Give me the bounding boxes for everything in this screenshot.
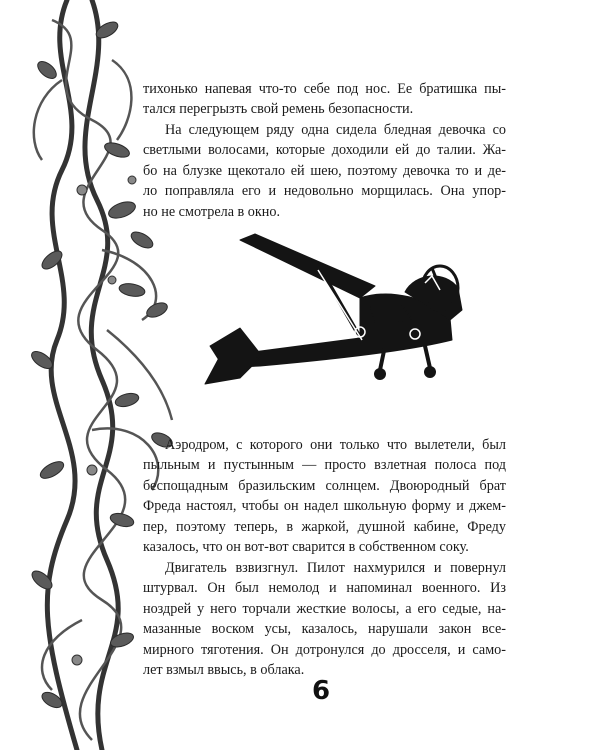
text-line: мирного тяготения. Он дотронулся до дросселя, и само- [143, 641, 506, 658]
text-line: На следующем ряду одна сидела бледная девочка со [165, 122, 506, 138]
text-line: пыльным и пустынным — просто взлетная полоса под [143, 457, 506, 474]
text-line: светлыми волосами, которые доходили ей до талии. Жа- [143, 142, 506, 159]
text-line: пер, поэтому теперь, в жаркой, душной кабине, Фреду [143, 518, 506, 535]
paragraph-1 [143, 79, 506, 120]
text-line: но не смотрела в окно. [143, 203, 281, 220]
text-line: ноздрей у него торчали жесткие волосы, а его седые, на- [143, 600, 506, 617]
text-line: мазанные воском усы, казалось, нарушали закон все- [143, 621, 506, 638]
text-line: штурвал. Он был немолод и напоминал военного. Из [143, 580, 506, 597]
airplane-illustration [200, 228, 500, 388]
text-line: ло поправляла его и недовольно морщилась. Она упор- [143, 183, 506, 200]
text-line: тался перегрызть свой ремень безопасности. [143, 101, 414, 118]
paragraph-2 [143, 120, 506, 222]
text-line: беспощадным бразильским солнцем. Двоюродный брат [143, 477, 506, 494]
paragraph-3 [143, 435, 506, 557]
text-line: бо на блузке щекотало ей шею, поэтому девочка то и де- [143, 162, 506, 179]
text-line: казалось, что он вот-вот сварится в собственном соку. [143, 539, 469, 556]
text-line: Фреда настоял, чтобы он надел школьную форму и джем- [143, 498, 506, 515]
page-number: 6 [312, 676, 331, 706]
paragraph-4 [143, 558, 506, 680]
text-line: Двигатель взвизгнул. Пилот нахмурился и повернул [165, 560, 506, 576]
text-line: тихонько напевая что-то себе под нос. Ее братишка пы- [143, 81, 506, 97]
text-line: лет взмыл ввысь, в облака. [143, 662, 305, 679]
text-line: Аэродром, с которого они только что вылетели, был [165, 437, 506, 453]
